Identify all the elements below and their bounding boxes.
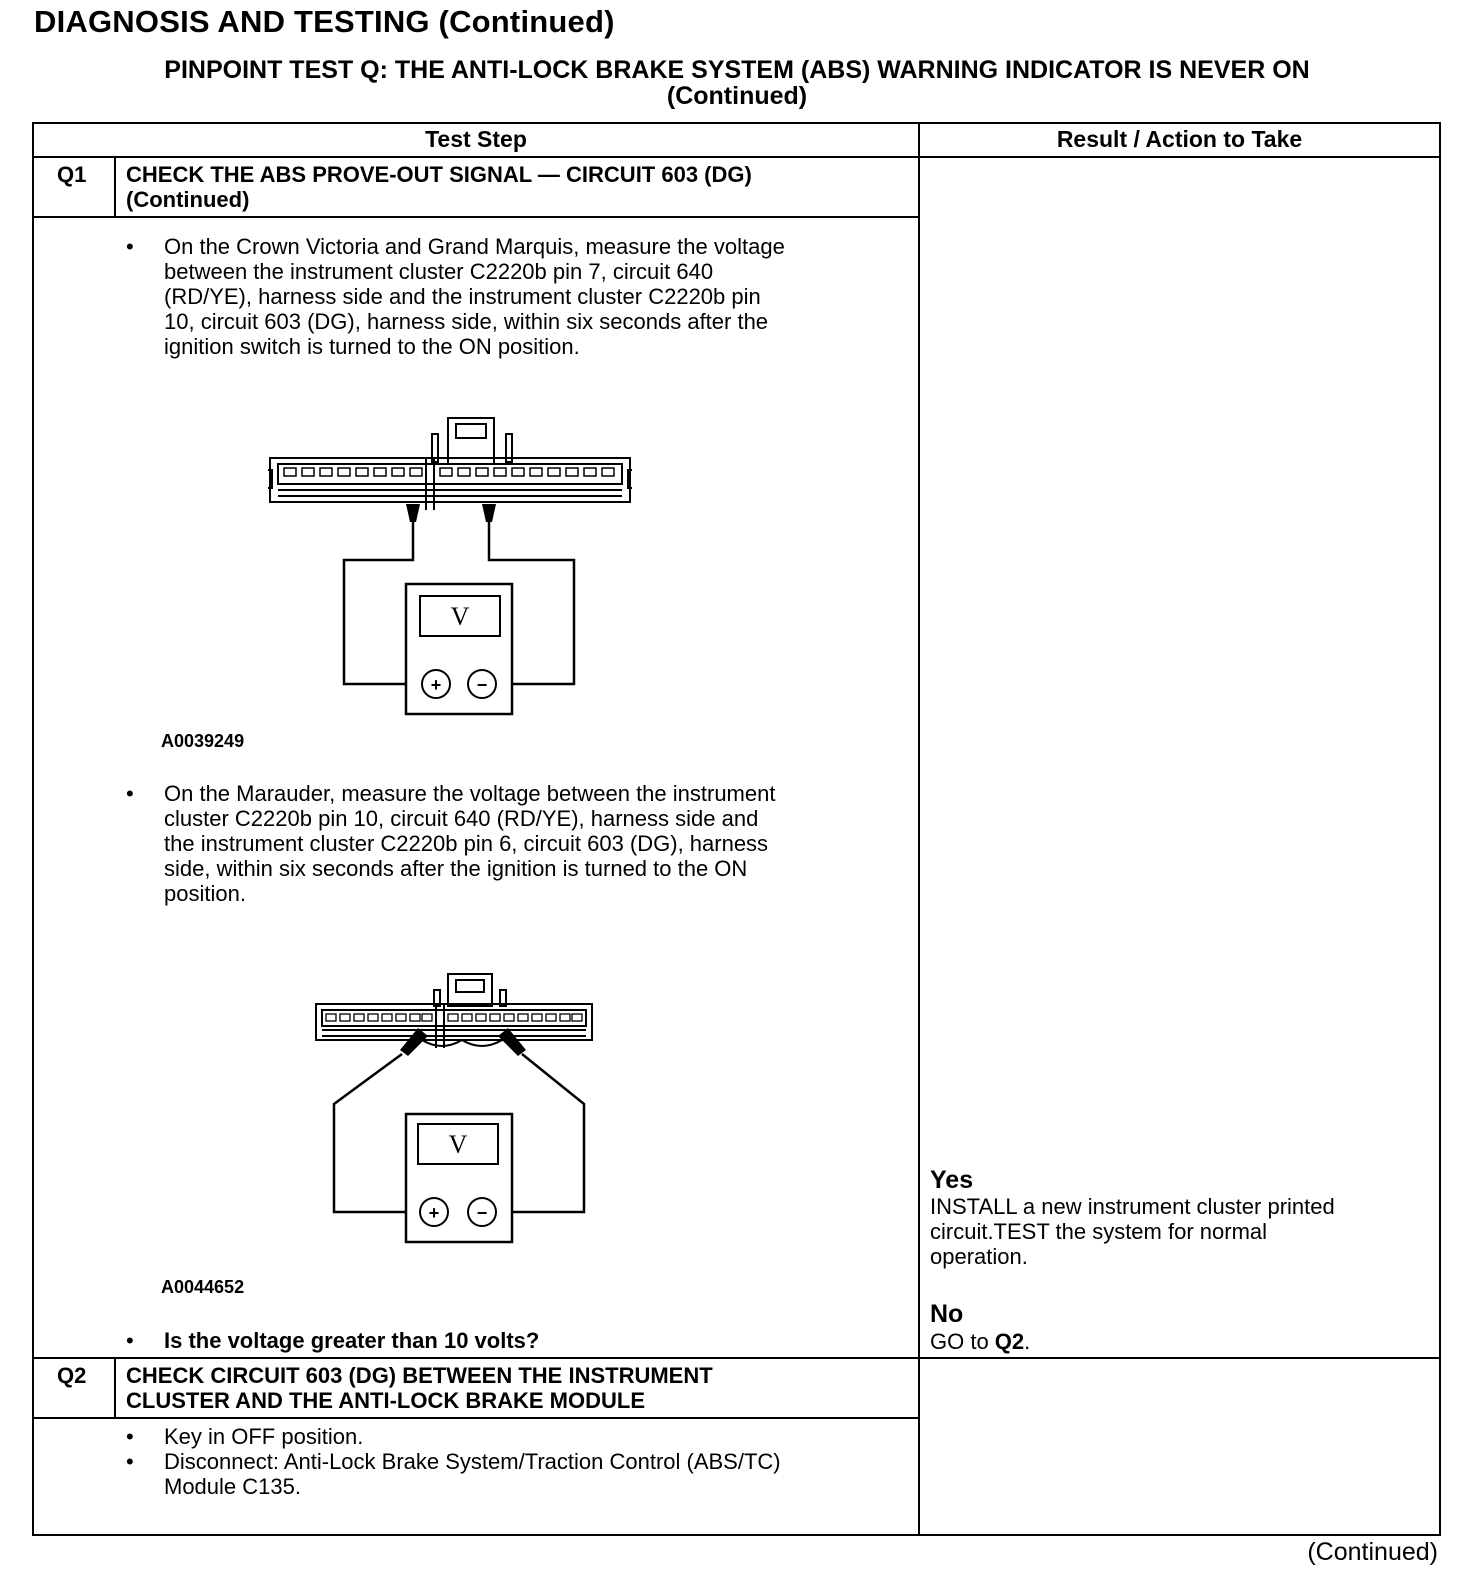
goto-q2-link[interactable]: Q2 bbox=[994, 1329, 1025, 1354]
figure-id-1: A0039249 bbox=[161, 731, 245, 751]
connector-voltmeter-diagram-marauder bbox=[310, 968, 610, 1248]
bullet-icon: • bbox=[126, 781, 134, 806]
meter-display-label: V bbox=[448, 1130, 468, 1159]
text-line: cluster C2220b pin 10, circuit 640 (RD/YE), harness side and bbox=[164, 806, 759, 831]
figure-id-2: A0044652 bbox=[161, 1277, 245, 1297]
bullet-icon: • bbox=[126, 1424, 134, 1449]
text-line: circuit.TEST the system for normal bbox=[930, 1219, 1268, 1244]
text-line: ignition switch is turned to the ON position. bbox=[164, 334, 580, 359]
question-text: Is the voltage greater than 10 volts? bbox=[164, 1328, 540, 1353]
bullet-icon: • bbox=[126, 1449, 134, 1474]
q1-q2-divider bbox=[32, 1357, 1441, 1359]
connector-voltmeter-diagram bbox=[260, 412, 650, 722]
text-line: On the Marauder, measure the voltage between the instrument bbox=[164, 781, 776, 806]
text-line: side, within six seconds after the ignition is turned to the ON bbox=[164, 856, 748, 881]
text-line: Module C135. bbox=[164, 1474, 301, 1499]
step-title-q1-line2: (Continued) bbox=[126, 187, 250, 212]
meter-minus-label: − bbox=[476, 675, 488, 695]
step-title-q1 bbox=[126, 162, 752, 212]
text-line: (RD/YE), harness side and the instrument cluster C2220b pin bbox=[164, 284, 761, 309]
step-title-q2 bbox=[126, 1363, 713, 1413]
bullet-icon: • bbox=[126, 234, 134, 259]
q2-title-divider bbox=[32, 1417, 920, 1419]
text-line: Disconnect: Anti-Lock Brake System/Traction Control (ABS/TC) bbox=[164, 1449, 781, 1474]
header-row-divider bbox=[32, 156, 1441, 158]
text-line: operation. bbox=[930, 1244, 1028, 1269]
bullet-icon: • bbox=[126, 1328, 134, 1353]
step-id-divider bbox=[114, 157, 116, 218]
meter-display-label: V bbox=[450, 602, 470, 631]
meter-plus-label: + bbox=[430, 675, 442, 695]
result-no-label: No bbox=[930, 1300, 964, 1328]
pinpoint-test-title-line1: PINPOINT TEST Q: THE ANTI-LOCK BRAKE SYSTEM (ABS) WARNING INDICATOR IS NEVER ON bbox=[164, 56, 1310, 84]
result-yes-text bbox=[930, 1194, 1335, 1269]
text-line: INSTALL a new instrument cluster printed bbox=[930, 1194, 1335, 1219]
column-header-test-step: Test Step bbox=[425, 126, 527, 152]
q1-title-divider bbox=[32, 216, 920, 218]
column-divider bbox=[918, 122, 920, 1536]
text-line: between the instrument cluster C2220b pin 7, circuit 640 bbox=[164, 259, 714, 284]
result-no-text bbox=[930, 1329, 1030, 1354]
text-line: 10, circuit 603 (DG), harness side, within six seconds after the bbox=[164, 309, 769, 334]
pinpoint-test-title-line2: (Continued) bbox=[666, 82, 808, 110]
text-line: the instrument cluster C2220b pin 6, circuit 603 (DG), harness bbox=[164, 831, 769, 856]
step-id-q2: Q2 bbox=[57, 1363, 87, 1388]
step-title-q2-line2: CLUSTER AND THE ANTI-LOCK BRAKE MODULE bbox=[126, 1388, 646, 1413]
page-title: DIAGNOSIS AND TESTING (Continued) bbox=[34, 4, 615, 39]
result-no-prefix: GO to bbox=[930, 1329, 995, 1354]
result-no-suffix: . bbox=[1024, 1329, 1031, 1354]
result-yes-label: Yes bbox=[930, 1166, 974, 1194]
continued-footer: (Continued) bbox=[1307, 1538, 1438, 1566]
step-id-q1: Q1 bbox=[57, 162, 87, 187]
text-line: Key in OFF position. bbox=[164, 1424, 364, 1449]
column-header-result: Result / Action to Take bbox=[1056, 126, 1303, 152]
pinpoint-test-title bbox=[34, 57, 1440, 109]
text-line: position. bbox=[164, 881, 246, 906]
step-id-divider bbox=[114, 1358, 116, 1419]
meter-plus-label: + bbox=[428, 1203, 440, 1223]
text-line: On the Crown Victoria and Grand Marquis, measure the voltage bbox=[164, 234, 785, 259]
step-title-q1-line1: CHECK THE ABS PROVE-OUT SIGNAL — CIRCUIT 603 (DG) bbox=[126, 162, 752, 187]
meter-minus-label: − bbox=[476, 1203, 488, 1223]
step-title-q2-line1: CHECK CIRCUIT 603 (DG) BETWEEN THE INSTRUMENT bbox=[126, 1363, 713, 1388]
